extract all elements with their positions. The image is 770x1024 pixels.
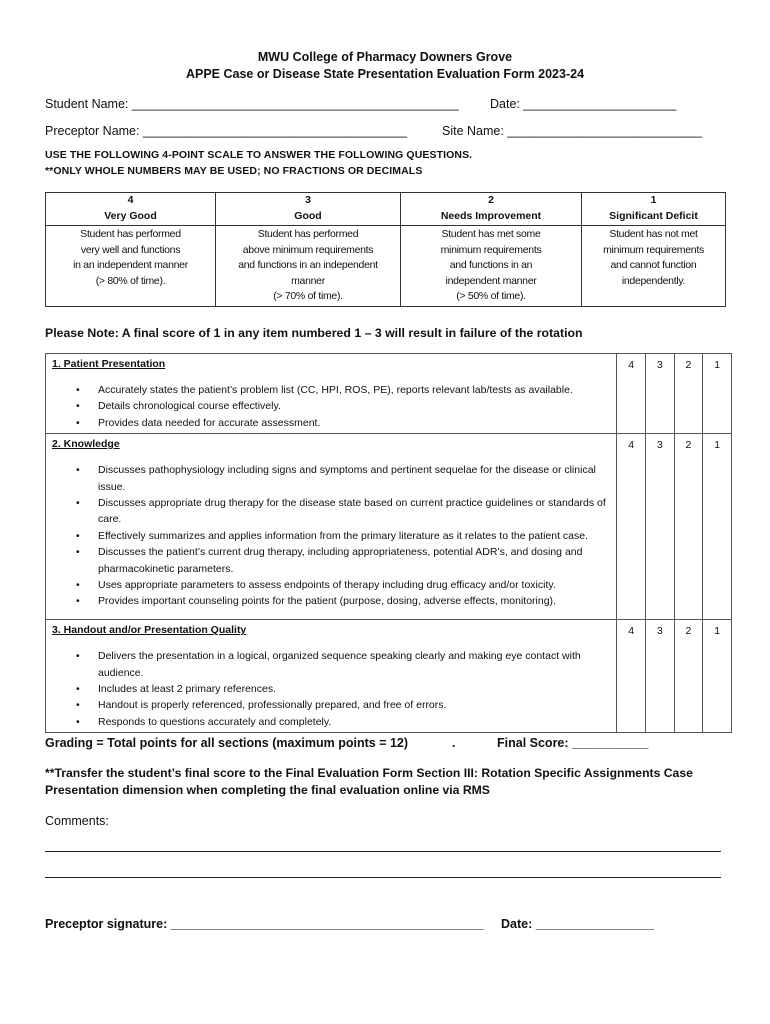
score-cell-1[interactable]: 1: [703, 434, 732, 620]
list-item: • Uses appropriate parameters to assess endpoints of therapy including drug efficacy and/or toxicity.: [52, 577, 610, 593]
score-cell-4[interactable]: 4: [617, 620, 646, 733]
section-description: [46, 434, 617, 620]
score-cell-2[interactable]: 2: [674, 434, 703, 620]
list-item: • Handout is properly referenced, professionally prepared, and free of errors.: [52, 697, 610, 713]
section-row: [46, 354, 732, 434]
scale-header-2: 2 Needs Improvement: [401, 193, 582, 226]
list-item: • Discusses the patient’s current drug therapy, including appropriateness, potential ADR’s, and dosing and pharmacokinetic parameters.: [52, 544, 610, 577]
score-cell-3[interactable]: 3: [646, 620, 675, 733]
score-cell-4[interactable]: 4: [617, 434, 646, 620]
section-title: 2. Knowledge: [52, 438, 120, 451]
list-item: • Discusses appropriate drug therapy for the disease state based on current practice guidelines or standards of care.: [52, 495, 610, 528]
score-cell-3[interactable]: 3: [646, 434, 675, 620]
section-title: 1. Patient Presentation: [52, 358, 166, 370]
form-title-line2: APPE Case or Disease State Presentation Evaluation Form 2023-24: [185, 67, 585, 81]
score-cell-2[interactable]: 2: [674, 620, 703, 733]
grading-label: Grading = Total points for all sections (maximum points = 12): [45, 736, 409, 750]
scale-header-1: 1 Significant Deficit: [582, 193, 726, 226]
score-cell-3[interactable]: 3: [646, 354, 675, 434]
section-description: [46, 620, 617, 733]
final-score-field[interactable]: Final Score: ___________: [497, 736, 649, 750]
list-item: • Includes at least 2 primary references.: [52, 681, 610, 697]
comments-label: Comments:: [45, 814, 109, 828]
scale-desc-3: Student has performed above minimum requirements and functions in an independent manner (> 70% of time).: [216, 226, 401, 307]
rating-scale-table: [45, 192, 726, 307]
date-field[interactable]: Date: ______________________: [490, 97, 677, 111]
score-cell-1[interactable]: 1: [703, 354, 732, 434]
instructions-line1: USE THE FOLLOWING 4-POINT SCALE TO ANSWER THE FOLLOWING QUESTIONS.: [45, 149, 473, 161]
list-item: • Effectively summarizes and applies information from the primary literature as it relates to the patient case.: [52, 528, 610, 544]
list-item: • Discusses pathophysiology including signs and symptoms and pertinent sequelae for the disease or clinical issue.: [52, 462, 610, 495]
student-name-field[interactable]: Student Name: _______________________________________________: [45, 97, 459, 111]
scale-desc-1: Student has not met minimum requirements and cannot function independently.: [582, 226, 726, 307]
comments-line-1[interactable]: [45, 851, 721, 852]
comments-line-2[interactable]: [45, 877, 721, 878]
site-name-field[interactable]: Site Name: ____________________________: [442, 124, 702, 138]
section-row: [46, 434, 732, 620]
scale-header-3: 3 Good: [216, 193, 401, 226]
scale-desc-4: Student has performed very well and functions in an independent manner (> 80% of time).: [46, 226, 216, 307]
list-item: • Responds to questions accurately and completely.: [52, 714, 610, 730]
list-item: • Details chronological course effectively.: [52, 398, 610, 414]
list-item: • Provides data needed for accurate assessment.: [52, 415, 610, 431]
score-cell-1[interactable]: 1: [703, 620, 732, 733]
instructions-line2: **ONLY WHOLE NUMBERS MAY BE USED; NO FRACTIONS OR DECIMALS: [45, 165, 423, 177]
section-description: [46, 354, 617, 434]
list-item: • Accurately states the patient’s problem list (CC, HPI, ROS, PE), reports relevant lab/tests as available.: [52, 382, 610, 398]
section-row: [46, 620, 732, 733]
list-item: • Provides important counseling points for the patient (purpose, dosing, adverse effects, monitoring).: [52, 593, 610, 609]
grading-dot: .: [452, 736, 456, 750]
form-title-line1: MWU College of Pharmacy Downers Grove: [257, 50, 513, 64]
preceptor-name-field[interactable]: Preceptor Name: ______________________________________: [45, 124, 408, 138]
transfer-note-line1: **Transfer the student’s final score to the Final Evaluation Form Section III: Rotation Specific Assignments Case: [45, 766, 693, 780]
score-cell-2[interactable]: 2: [674, 354, 703, 434]
transfer-note-line2: Presentation dimension when completing the final evaluation online via RMS: [45, 783, 490, 797]
signature-date-field[interactable]: Date: _________________: [501, 917, 654, 931]
evaluation-table: [45, 353, 732, 733]
list-item: • Delivers the presentation in a logical, organized sequence speaking clearly and making eye contact with audience.: [52, 648, 610, 681]
failure-note: Please Note: A final score of 1 in any item numbered 1 – 3 will result in failure of the rotation: [45, 326, 583, 340]
scale-desc-2: Student has met some minimum requirements and functions in an independent manner (> 50% of time).: [401, 226, 582, 307]
score-cell-4[interactable]: 4: [617, 354, 646, 434]
preceptor-signature-field[interactable]: Preceptor signature: _____________________________________________: [45, 917, 484, 931]
scale-header-4: 4 Very Good: [46, 193, 216, 226]
section-title: 3. Handout and/or Presentation Quality: [52, 624, 247, 637]
